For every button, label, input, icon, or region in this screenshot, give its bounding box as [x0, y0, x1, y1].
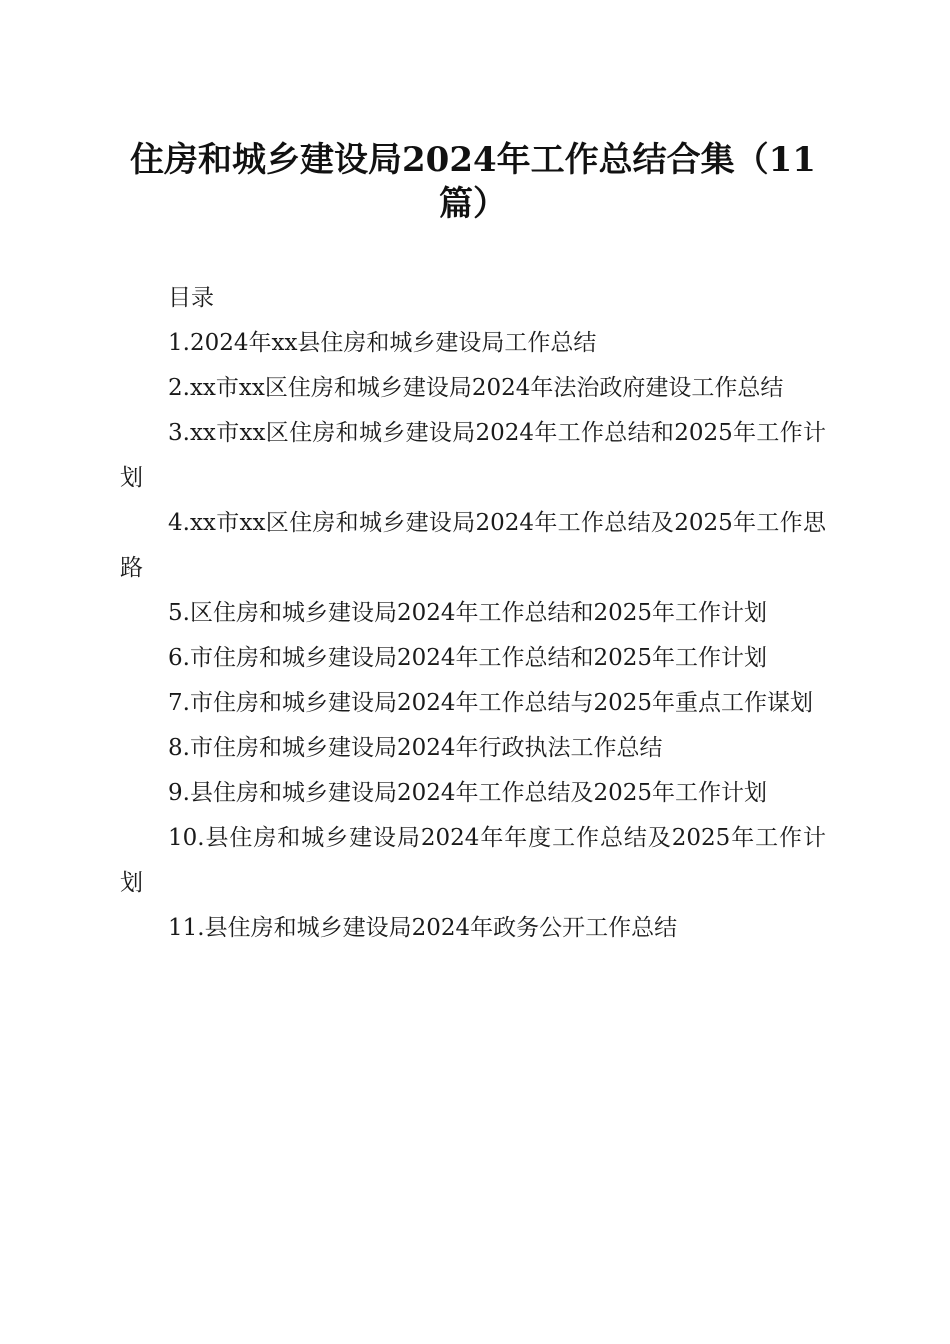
document-title: 住房和城乡建设局2024年工作总结合集（11篇） — [130, 140, 816, 224]
toc-item-4: 4.xx市xx区住房和城乡建设局2024年工作总结及2025年工作思路 — [120, 510, 826, 581]
toc-item-5: 5.区住房和城乡建设局2024年工作总结和2025年工作计划 — [168, 600, 768, 626]
toc-item-6: 6.市住房和城乡建设局2024年工作总结和2025年工作计划 — [168, 645, 768, 671]
toc-heading: 目录 — [168, 285, 214, 311]
toc-item-10: 10.县住房和城乡建设局2024年年度工作总结及2025年工作计划 — [120, 825, 826, 896]
toc-item-8: 8.市住房和城乡建设局2024年行政执法工作总结 — [168, 735, 663, 761]
toc-item-2: 2.xx市xx区住房和城乡建设局2024年法治政府建设工作总结 — [168, 375, 784, 401]
toc-item-7: 7.市住房和城乡建设局2024年工作总结与2025年重点工作谋划 — [168, 690, 814, 716]
toc-item-3: 3.xx市xx区住房和城乡建设局2024年工作总结和2025年工作计划 — [120, 420, 826, 491]
toc-item-9: 9.县住房和城乡建设局2024年工作总结及2025年工作计划 — [168, 780, 768, 806]
toc-item-11: 11.县住房和城乡建设局2024年政务公开工作总结 — [168, 915, 678, 941]
toc-item-1: 1.2024年xx县住房和城乡建设局工作总结 — [168, 330, 597, 356]
toc-list — [120, 321, 826, 951]
table-of-contents — [120, 276, 826, 951]
